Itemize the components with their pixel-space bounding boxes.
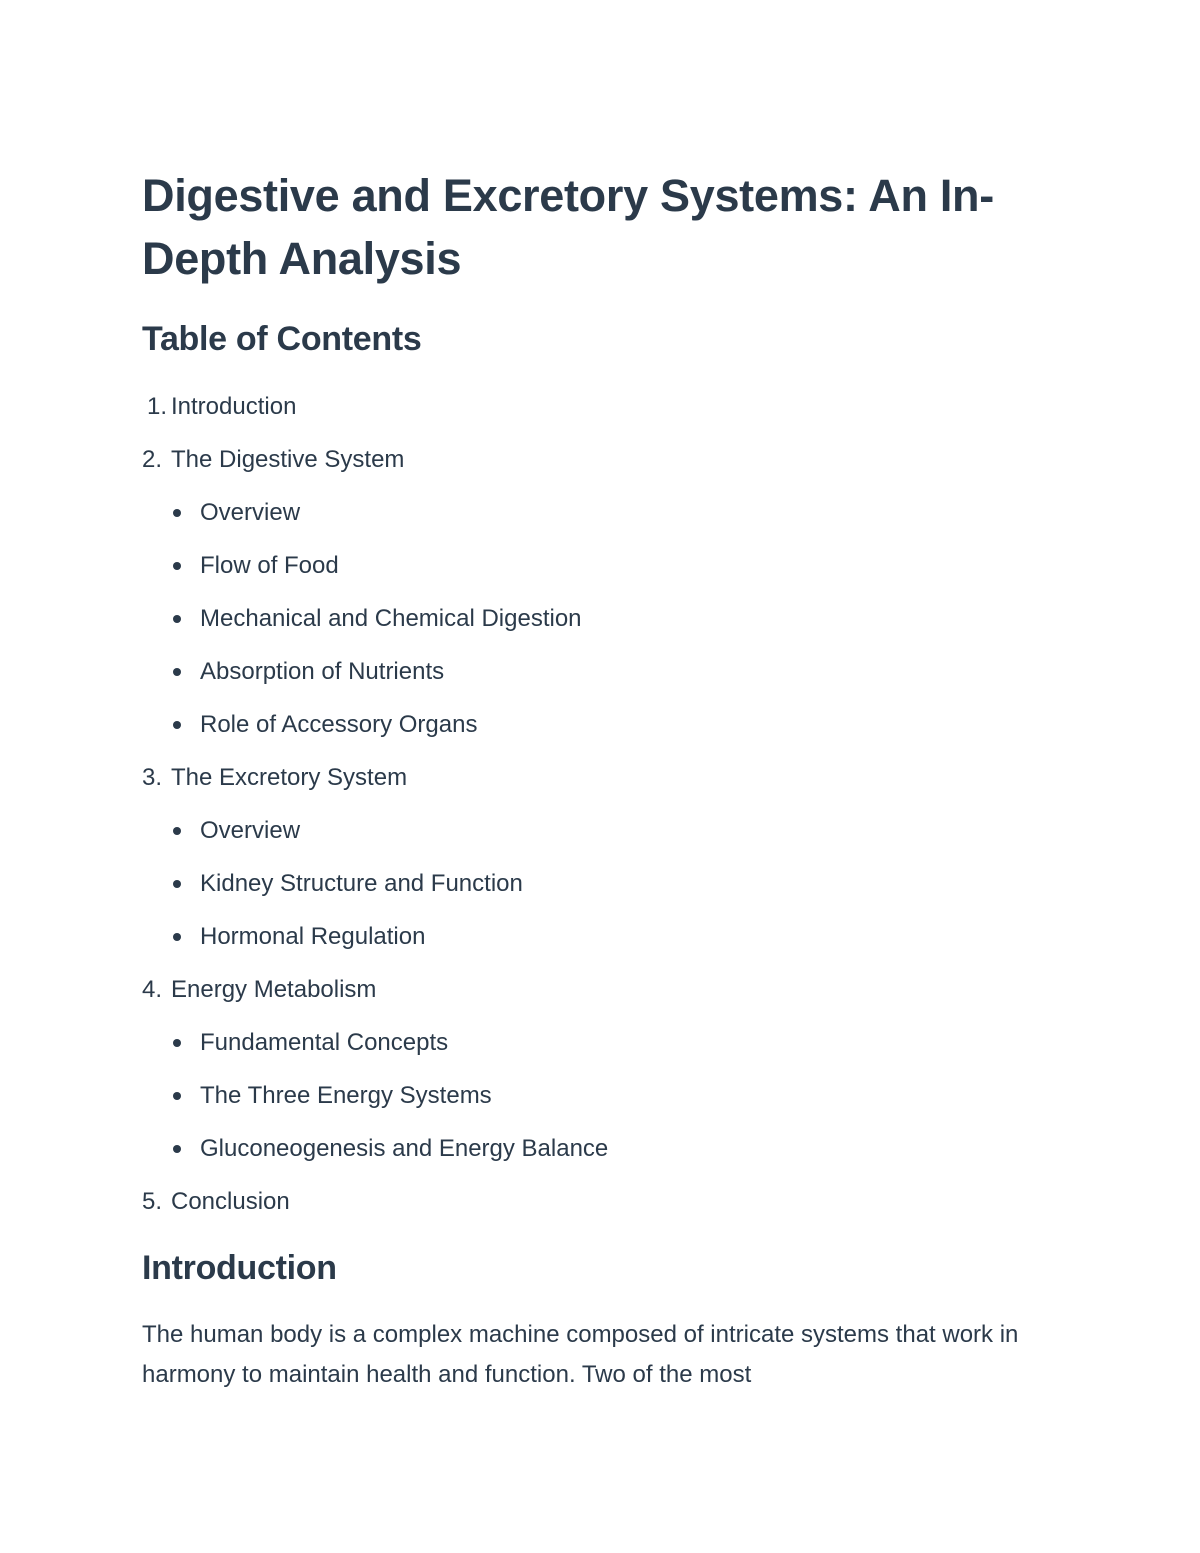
toc-subitem-gluconeogenesis[interactable] <box>142 1122 1042 1175</box>
toc-subitem-label: Role of Accessory Organs <box>200 711 478 738</box>
bullet-icon <box>173 827 181 835</box>
toc-item-label: The Excretory System <box>171 764 408 791</box>
bullet-icon <box>173 615 181 623</box>
toc-subitem-label: Overview <box>200 817 301 844</box>
toc-item-label: Conclusion <box>171 1188 290 1215</box>
toc-subitem-hormonal-regulation[interactable] <box>142 910 1042 963</box>
bullet-icon <box>173 1092 181 1100</box>
toc-subitem-absorption-of-nutrients[interactable] <box>142 645 1042 698</box>
toc-item-label: The Digestive System <box>171 446 405 473</box>
toc-subitem-three-energy-systems[interactable] <box>142 1069 1042 1122</box>
toc-subitem-label: Mechanical and Chemical Digestion <box>200 605 582 632</box>
toc-subitem-label: Absorption of Nutrients <box>200 658 445 685</box>
toc-subitem-fundamental-concepts[interactable] <box>142 1016 1042 1069</box>
bullet-icon <box>173 562 181 570</box>
toc-item-number: 2. <box>142 446 163 473</box>
toc-item-label: Introduction <box>171 393 297 420</box>
toc-subitem-label: Fundamental Concepts <box>200 1029 449 1056</box>
toc-subitem-overview[interactable] <box>142 804 1042 857</box>
toc-subitem-mechanical-chemical-digestion[interactable] <box>142 592 1042 645</box>
table-of-contents <box>142 380 1042 1228</box>
toc-subitem-flow-of-food[interactable] <box>142 539 1042 592</box>
section-heading-introduction: Introduction <box>142 1249 337 1287</box>
bullet-icon <box>173 509 181 517</box>
toc-item-introduction[interactable] <box>142 380 1042 433</box>
toc-item-energy-metabolism[interactable] <box>142 963 1042 1016</box>
toc-item-number: 5. <box>142 1188 163 1215</box>
toc-item-number: 1. <box>147 393 168 420</box>
bullet-icon <box>173 668 181 676</box>
toc-item-number: 4. <box>142 976 163 1003</box>
toc-item-digestive-system[interactable] <box>142 433 1042 486</box>
toc-item-excretory-system[interactable] <box>142 751 1042 804</box>
document-title: Digestive and Excretory Systems: An In-Depth Analysis <box>142 170 994 284</box>
toc-subitem-accessory-organs[interactable] <box>142 698 1042 751</box>
bullet-icon <box>173 933 181 941</box>
toc-item-label: Energy Metabolism <box>171 976 377 1003</box>
introduction-paragraph: The human body is a complex machine composed of intricate systems that work in harmony to maintain health and function. Two of the most <box>142 1321 1019 1388</box>
bullet-icon <box>173 880 181 888</box>
toc-subitem-label: Kidney Structure and Function <box>200 870 523 897</box>
toc-item-conclusion[interactable] <box>142 1175 1042 1228</box>
toc-subitem-label: Hormonal Regulation <box>200 923 426 950</box>
toc-subitem-overview[interactable] <box>142 486 1042 539</box>
toc-subitem-label: Gluconeogenesis and Energy Balance <box>200 1135 609 1162</box>
bullet-icon <box>173 721 181 729</box>
toc-subitem-label: The Three Energy Systems <box>200 1082 492 1109</box>
bullet-icon <box>173 1039 181 1047</box>
toc-subitem-kidney-structure[interactable] <box>142 857 1042 910</box>
toc-item-number: 3. <box>142 764 163 791</box>
toc-heading: Table of Contents <box>142 320 422 358</box>
toc-subitem-label: Overview <box>200 499 301 526</box>
toc-subitem-label: Flow of Food <box>200 552 339 579</box>
bullet-icon <box>173 1145 181 1153</box>
